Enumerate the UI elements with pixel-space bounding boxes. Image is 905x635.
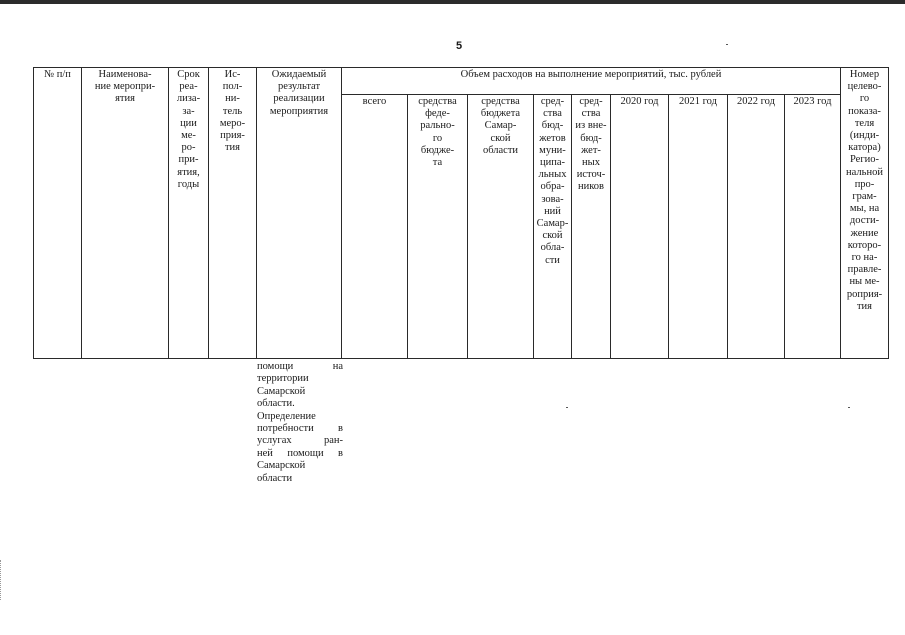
header-line: муни- <box>539 144 566 156</box>
header-line: тия <box>856 300 873 312</box>
scan-speck <box>566 407 568 408</box>
header-line: бюдже- <box>420 144 455 156</box>
header-year-2020: 2020 год <box>611 95 669 359</box>
continuation-line: области. <box>257 398 295 410</box>
header-line: бюд- <box>580 132 602 144</box>
header-line: Самар- <box>536 218 569 230</box>
header-line: про- <box>854 178 875 190</box>
continuation-line: Самарской <box>257 385 306 397</box>
header-line: ципа- <box>539 157 565 169</box>
header-line: показа- <box>848 105 881 117</box>
header-line: сред- <box>579 96 603 107</box>
header-line: льных <box>538 169 567 181</box>
header-line: лиза- <box>176 93 201 105</box>
header-line: го <box>432 132 443 144</box>
header-line: Наименова- <box>98 69 152 80</box>
header-line: реализации <box>273 93 325 105</box>
header-line: целево- <box>847 81 882 93</box>
header-line: годы <box>177 178 200 190</box>
header-line: ской <box>542 230 563 242</box>
header-line: нальной <box>846 166 883 178</box>
continuation-line: области <box>257 472 293 484</box>
header-line: ства <box>581 108 601 120</box>
header-line: жение <box>850 227 879 239</box>
header-line: феде- <box>425 108 450 120</box>
header-term <box>169 68 209 359</box>
header-line: ни- <box>225 93 240 105</box>
header-line: мероприятия <box>269 105 329 117</box>
header-line: правле- <box>847 264 882 276</box>
header-line: всего <box>362 96 387 107</box>
header-line: та <box>432 157 443 169</box>
header-line: ных <box>582 157 600 169</box>
header-line: дости- <box>849 215 880 227</box>
header-line: из вне- <box>575 120 607 132</box>
expenses-table <box>33 67 889 359</box>
header-line: ние меропри- <box>94 81 156 93</box>
continuation-line: помощи на <box>257 361 343 372</box>
continuation-line: потребности в <box>257 423 343 435</box>
header-line: мы, на <box>849 203 880 215</box>
header-line: зова- <box>541 193 564 205</box>
header-event-name <box>82 68 169 359</box>
header-line: жет- <box>581 144 601 156</box>
header-line: Самар- <box>484 120 517 132</box>
header-line: обра- <box>540 181 565 193</box>
header-federal-budget <box>408 95 468 359</box>
header-line: ний <box>544 205 561 217</box>
scan-top-edge <box>0 0 905 4</box>
header-line: жетов <box>539 132 566 144</box>
header-line: ятия <box>115 93 135 105</box>
header-year-2023: 2023 год <box>785 95 841 359</box>
header-extrabudget <box>572 95 611 359</box>
header-line: ции <box>180 117 197 129</box>
header-line: Срок <box>177 69 200 80</box>
header-line: реа- <box>179 81 198 93</box>
header-line: ны ме- <box>849 276 880 288</box>
header-line: области <box>482 144 519 156</box>
header-line: ме- <box>181 130 196 142</box>
header-line: источ- <box>576 169 606 181</box>
header-line: роприя- <box>846 288 883 300</box>
header-line: которо- <box>847 239 882 251</box>
header-executor <box>209 68 257 359</box>
header-line: бюджета <box>480 108 521 120</box>
header-line: грам- <box>852 191 877 203</box>
header-municipal-budget <box>534 95 572 359</box>
header-line: Ис- <box>224 69 241 80</box>
header-line: меро- <box>219 117 246 129</box>
header-line: ства <box>543 108 562 120</box>
continuation-line: ней помощи в <box>257 447 343 459</box>
header-line: Ожидаемый <box>271 69 327 80</box>
header-line: го на- <box>851 252 878 264</box>
header-line: ро- <box>181 142 196 154</box>
header-regional-budget <box>468 95 534 359</box>
header-line: прия- <box>220 130 245 142</box>
header-expenses-group: Объем расходов на выполнение мероприятий, тыс. рублей <box>342 68 841 95</box>
header-line: Номер <box>849 69 880 80</box>
header-line: обла- <box>540 242 565 254</box>
continuation-line: Определение <box>257 410 316 422</box>
scan-speck <box>848 407 850 408</box>
header-line: сти <box>545 254 560 266</box>
header-indicator-number <box>841 68 889 359</box>
header-number <box>34 68 82 359</box>
result-continuation-text <box>257 361 343 485</box>
header-line: тель <box>222 105 243 117</box>
header-line: ников <box>577 181 604 193</box>
header-year-2022: 2022 год <box>728 95 785 359</box>
header-total <box>342 95 408 359</box>
header-line: средства <box>418 96 457 107</box>
header-line: го <box>859 93 870 105</box>
header-line: № п/п <box>44 69 71 80</box>
page-number: 5 <box>456 40 463 52</box>
header-line: (инди- <box>849 130 880 142</box>
header-line: катора) <box>848 142 881 154</box>
header-line: ской <box>490 132 511 144</box>
header-line: сред- <box>540 96 565 107</box>
header-year-2021: 2021 год <box>669 95 728 359</box>
scan-left-edge <box>0 560 4 600</box>
header-line: за- <box>182 105 195 117</box>
header-line: средства <box>481 96 520 107</box>
header-line: тия <box>224 142 241 154</box>
header-line: бюд- <box>541 120 564 132</box>
header-line: результат <box>277 81 321 93</box>
header-line: Регио- <box>849 154 880 166</box>
continuation-line: Самарской <box>257 460 306 472</box>
header-line: пол- <box>222 81 243 93</box>
header-line: теля <box>854 117 875 129</box>
header-line: при- <box>178 154 199 166</box>
header-line: рально- <box>420 120 455 132</box>
continuation-line: территории <box>257 373 309 385</box>
scan-speck <box>726 44 728 45</box>
header-expected-result <box>257 68 342 359</box>
continuation-line: услугах ран- <box>257 435 343 447</box>
header-line: ятия, <box>177 166 200 178</box>
